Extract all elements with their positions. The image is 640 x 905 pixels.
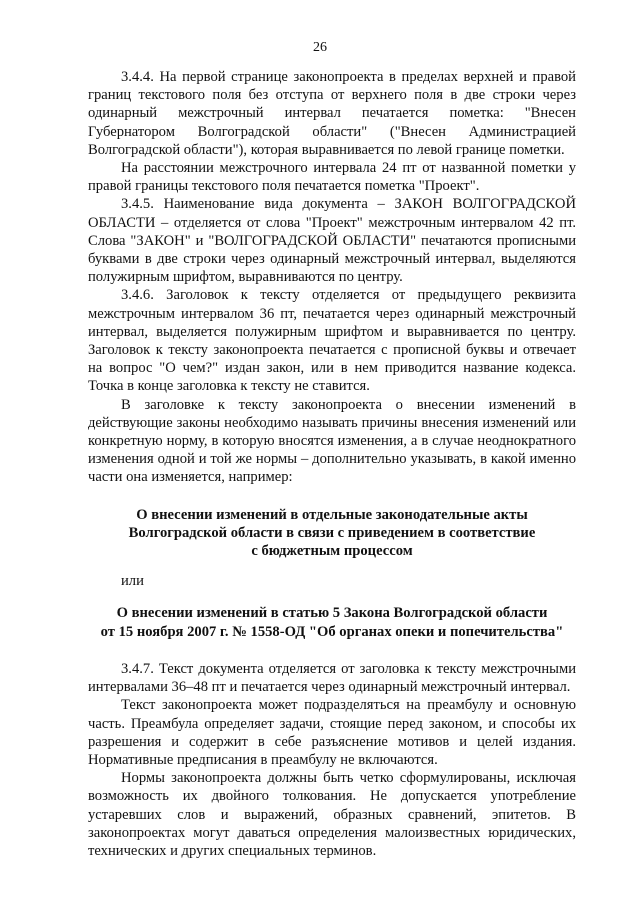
example-title-1-line: Волгоградской области в связи с приведением в соответствие (128, 524, 536, 541)
paragraph-3-4-6: 3.4.6. Заголовок к тексту отделяется от предыдущего реквизита межстрочным интервалом 36 пт, печатается через одинарный межстрочный интервал, выделяется полужирным шрифтом и выравнивается по центру. Заголовок к тексту законопроекта печатается с прописной буквы и отвечает на вопрос "О чем?" издан закон, или в нем приводится название кодекса. Точка в конце заголовка к тексту не ставится. (88, 287, 576, 395)
paragraph-3-4-4: 3.4.4. На первой странице законопроекта в пределах верхней и правой границ текстового поля без отступа от верхнего поля в две строки через одинарный межстрочный интервал печатается пометка: "Внесен Губернатором Волгоградской области" ("Внесен Администрацией Волгоградской области"), которая выравнивается по левой границе пометки. (88, 69, 576, 158)
paragraph-amendments-title: В заголовке к тексту законопроекта о внесении изменений в действующие законы необходимо называть причины внесения изменений или конкретную норму, в которую вносятся изменения, а в случае неоднократного изменения одной и той же нормы – дополнительно указывать, в какой именно части она изменяется, например: (88, 396, 576, 486)
paragraph-preamble: Текст законопроекта может подразделяться на преамбулу и основную часть. Преамбула определяет задачи, стоящие перед законом, и способы их разрешения и содержит в себе разъяснение мотивов и целей издания. Нормативные предписания в преамбулу не включаются. (88, 697, 576, 768)
document-body (88, 68, 576, 860)
example-title-2-line: от 15 ноября 2007 г. № 1558-ОД "Об органах опеки и попечительства" (100, 623, 564, 640)
connector-or: или (121, 573, 144, 590)
paragraph-3-4-5: 3.4.5. Наименование вида документа – ЗАКОН ВОЛГОГРАДСКОЙ ОБЛАСТИ – отделяется от слова "Проект" межстрочным интервалом 42 пт. Слова "ЗАКОН" и "ВОЛГОГРАДСКОЙ ОБЛАСТИ" печатаются прописными буквами в две строки через одинарный межстрочный интервал, выделяются полужирным шрифтом, выравниваются по центру. (88, 196, 576, 286)
example-title-2-line: О внесении изменений в статью 5 Закона Волгоградской области (116, 605, 548, 622)
page-number: 26 (313, 40, 327, 55)
paragraph-3-4-7: 3.4.7. Текст документа отделяется от заголовка к тексту межстрочными интервалами 36–48 пт и печатается через одинарный межстрочный интервал. (88, 660, 576, 696)
example-title-2 (88, 604, 576, 640)
example-title-1-line: О внесении изменений в отдельные законодательные акты (136, 506, 528, 523)
paragraph-norms: Нормы законопроекта должны быть четко сформулированы, исключая возможность их двойного толкования. Не допускается употребление устаревших слов и выражений, образных сравнений, эпитетов. В законопроектах могут даваться определения малоизвестных юридических, технических и других специальных терминов. (88, 770, 576, 859)
example-title-1 (88, 506, 576, 561)
example-title-1-line: с бюджетным процессом (251, 543, 413, 560)
paragraph-project-mark: На расстоянии межстрочного интервала 24 пт от названной пометки у правой границы текстового поля печатается пометка "Проект". (88, 160, 576, 195)
